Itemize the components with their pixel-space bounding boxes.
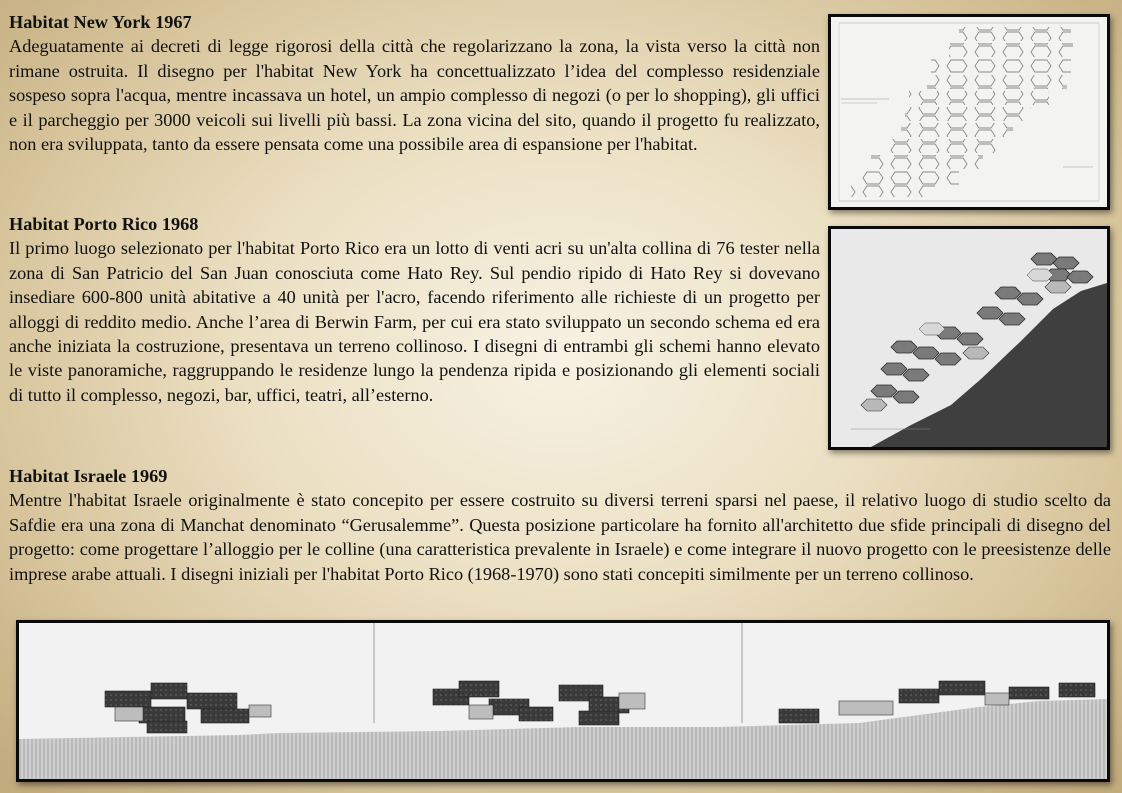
section-title-new-york: Habitat New York 1967 (9, 12, 192, 32)
image-habitat-israele (16, 620, 1110, 782)
image-habitat-new-york (828, 14, 1110, 210)
section-body-porto-rico: Il primo luogo selezionato per l'habitat Porto Rico era un lotto di venti acri su un'alta collina di 76 tester nella zona di San Patricio del San Juan conosciuta come Hato Rey. Sul pendio ripido di Hato Rey si dovevano insediare 600-800 unità abitative a 40 unità per l'acro, facendo riferimento alle richieste di un progetto per alloggi di reddito medio. Anche l’area di Berwin Farm, per cui era stato sviluppato un secondo schema ed era anche iniziata la costruzione, presentava un terreno collinoso. I disegni di entrambi gli schemi hanno elevato le viste panoramiche, raggruppando le residenze lungo la pendenza ripida e posizionando gli elementi sociali di tutto il complesso, negozi, bar, uffici, teatri, all’esterno. (9, 238, 820, 405)
section-title-porto-rico: Habitat Porto Rico 1968 (9, 214, 199, 234)
hexagon-plan-drawing-icon (831, 17, 1107, 207)
image-habitat-porto-rico (828, 226, 1110, 450)
hillside-section-drawing-icon (831, 229, 1107, 447)
section-porto-rico (9, 212, 820, 407)
section-body-new-york: Adeguatamente ai decreti di legge rigorosi della città che regolarizzano la zona, la vista verso la città non rimane ostruita. Il disegno per l'habitat New York ha concettualizzato l’idea del complesso residenziale sospeso sopra l'acqua, mentre incassava un hotel, un ampio complesso di negozi (o per lo shopping), gli uffici e il parcheggio per 3000 veicoli sui livelli più bassi. La zona vicina del sito, quando il progetto fu realizzato, non era sviluppata, tanto da essere pensata come una possibile area di espansione per l'habitat. (9, 36, 820, 155)
section-israele (9, 464, 1111, 586)
section-body-israele: Mentre l'habitat Israele originalmente è stato concepito per essere costruito su diversi terreni sparsi nel paese, il relativo luogo di studio scelto da Safdie era una zona di Manchat denominato “Gerusalemme”. Questa posizione particolare ha fornito all'architetto due sfide principali di disegno del progetto: come progettare l’alloggio per le colline (una caratteristica prevalente in Israele) e come integrare il nuovo progetto con le preesistenze delle imprese arabe attuali. I disegni iniziali per l'habitat Porto Rico (1968-1970) sono stati concepiti similmente per un terreno collinoso. (9, 490, 1111, 584)
section-new-york (9, 10, 820, 156)
elevation-drawing-icon (19, 623, 1107, 779)
section-title-israele: Habitat Israele 1969 (9, 466, 168, 486)
